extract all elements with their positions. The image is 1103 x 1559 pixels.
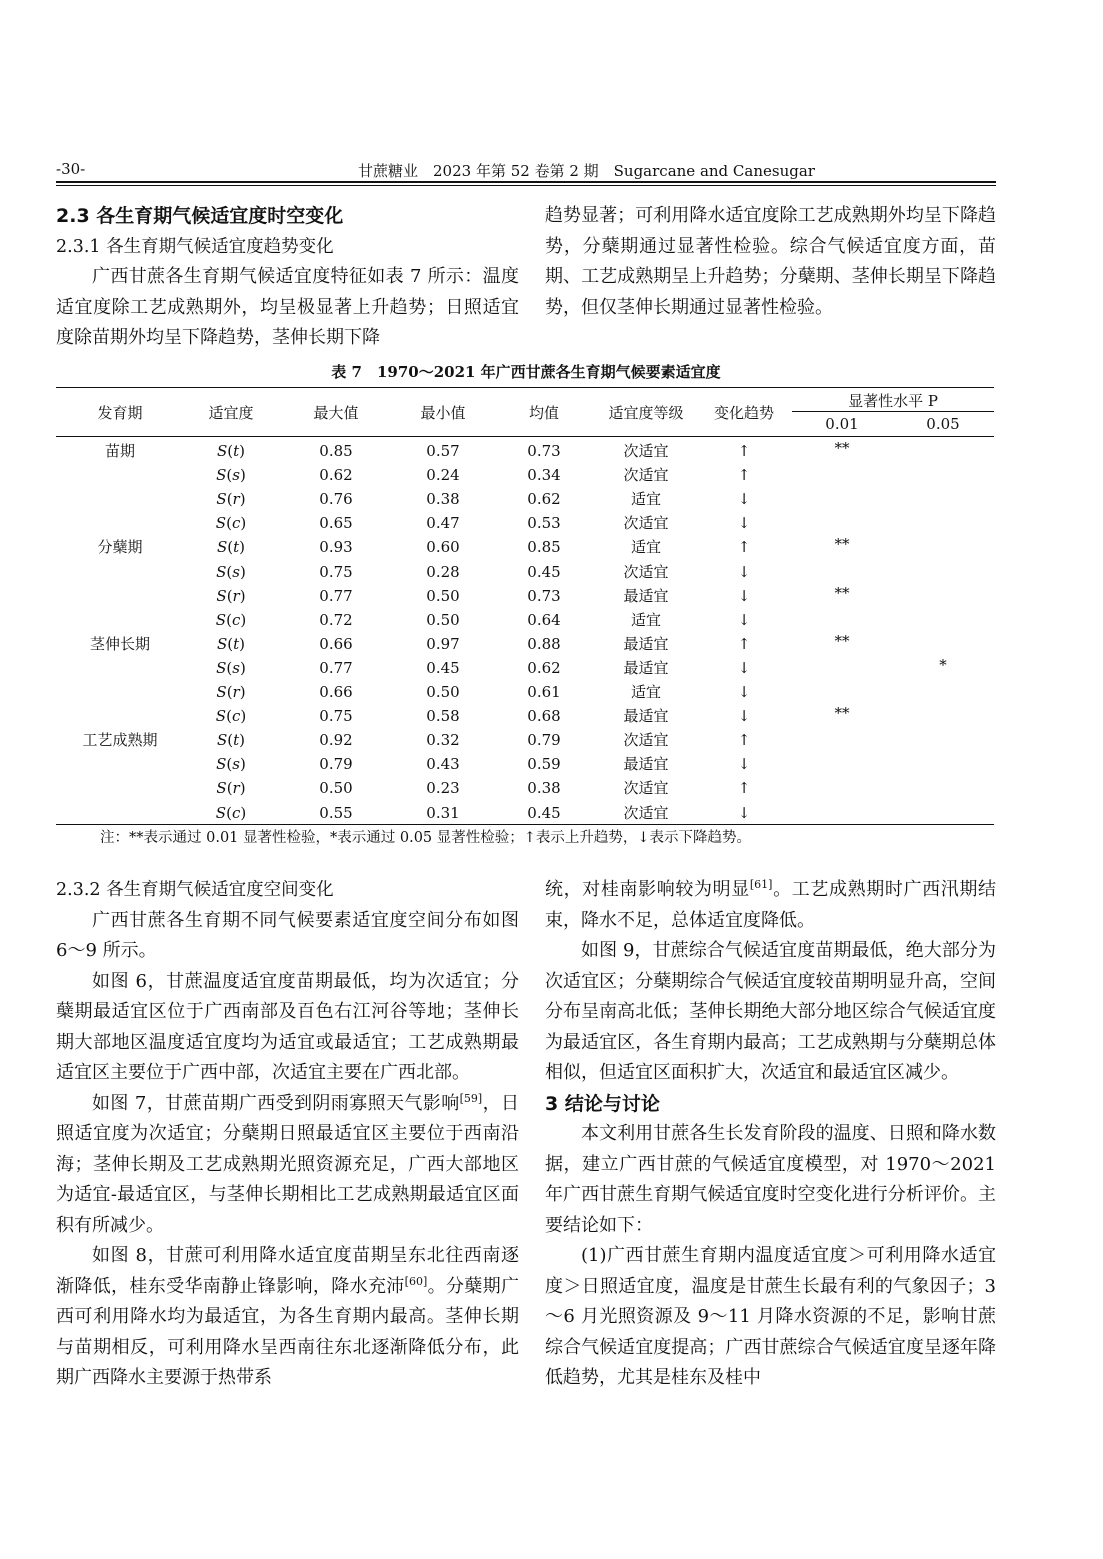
cell-suitability: S(t): [216, 538, 246, 557]
cell-grade: 次适宜: [623, 779, 669, 798]
th-mean: 均值: [528, 404, 559, 422]
cell-max: 0.72: [319, 610, 353, 629]
cell-trend: ↓: [737, 755, 751, 774]
cell-suitability: S(c): [215, 803, 247, 822]
paragraph: 广西甘蔗各生育期不同气候要素适宜度空间分布如图 6～9 所示。: [56, 909, 519, 961]
cell-suitability: S(c): [215, 610, 247, 629]
paragraph: 广西甘蔗各生育期气候适宜度特征如表 7 所示：温度适宜度除工艺成熟期外，均呈极显著上升趋势；日照适宜度除苗期外均呈下降趋势，茎伸长期下降: [56, 266, 519, 348]
paragraph: 如图 6，甘蔗温度适宜度苗期最低，均为次适宜；分蘖期最适宜区位于广西南部及百色右江河谷等地；茎伸长期大部地区温度适宜度均为适宜或最适宜；工艺成熟期最适宜区主要位于广西中部，次适宜主要在广西北部。: [56, 970, 519, 1083]
cell-stage: 苗期: [104, 442, 135, 460]
cell-max: 0.66: [319, 683, 353, 701]
paragraph: [56, 1241, 519, 1394]
top-right-column: [545, 201, 996, 323]
cell-trend: ↓: [737, 707, 751, 726]
cell-min: 0.47: [426, 514, 460, 533]
cell-grade: 适宜: [630, 538, 661, 557]
cell-max: 0.65: [319, 514, 353, 533]
cell-grade: 适宜: [630, 490, 661, 509]
paragraph-text: 如图 7，甘蔗苗期广西受到阴雨寡照天气影响: [92, 1092, 460, 1114]
table-row: [56, 463, 994, 487]
cell-trend: ↑: [737, 538, 751, 557]
cell-min: 0.43: [426, 755, 460, 774]
cell-mean: 0.62: [527, 658, 561, 677]
cell-grade: 次适宜: [623, 803, 669, 822]
cell-max: 0.85: [319, 442, 353, 460]
cell-max: 0.76: [319, 490, 353, 509]
page-number: -30-: [56, 160, 86, 178]
cell-min: 0.45: [426, 658, 460, 677]
cell-min: 0.58: [426, 707, 460, 726]
paragraph: 趋势显著；可利用降水适宜度除工艺成熟期外均呈下降趋势，分蘖期通过显著性检验。综合气候适宜度方面，苗期、工艺成熟期呈上升趋势；分蘖期、茎伸长期呈下降趋势，但仅茎伸长期通过显著性检验。: [545, 205, 996, 318]
cell-min: 0.24: [426, 466, 460, 485]
cell-mean: 0.79: [527, 731, 561, 750]
cell-grade: 最适宜: [623, 707, 669, 726]
cell-grade: 次适宜: [623, 466, 669, 485]
section-heading-2-3-2: 2.3.2 各生育期气候适宜度空间变化: [56, 880, 334, 900]
table-row: [56, 439, 994, 463]
cell-max: 0.75: [319, 707, 353, 726]
cell-trend: ↓: [737, 803, 751, 822]
citation-60: [60]: [404, 1274, 428, 1288]
cell-trend: ↑: [737, 466, 751, 485]
cell-max: 0.50: [319, 779, 353, 798]
cell-suitability: S(t): [216, 731, 246, 750]
cell-mean: 0.62: [527, 490, 561, 509]
th-stage: 发育期: [97, 404, 143, 422]
cell-grade: 次适宜: [623, 731, 669, 750]
bottom-left-column: [56, 875, 519, 1394]
cell-mean: 0.34: [527, 466, 561, 485]
section-heading-2-3: 2.3 各生育期气候适宜度时空变化: [56, 205, 344, 227]
cell-grade: 次适宜: [623, 562, 669, 581]
cell-max: 0.93: [319, 538, 353, 557]
bottom-right-column: [545, 875, 996, 1394]
cell-trend: ↑: [737, 779, 751, 798]
th-significance-text: 显著性水平 P: [848, 392, 938, 410]
cell-p001: **: [834, 704, 850, 723]
table-sig-subrule: [792, 411, 994, 412]
th-trend: 变化趋势: [713, 404, 774, 422]
paragraph-text: 。工艺成熟期时广西汛期结束，降水不足，总体适宜度降低。: [545, 879, 996, 931]
cell-trend: ↓: [737, 562, 751, 581]
cell-stage: 茎伸长期: [89, 634, 150, 653]
paragraph-text: ，日照适宜度为次适宜；分蘖期日照最适宜区主要位于西南沿海；茎伸长期及工艺成熟期光照资源充足，广西大部地区为适宜-最适宜区，与茎伸长期相比工艺成熟期最适宜区面积有所减少。: [56, 1092, 520, 1236]
table-row: [56, 584, 994, 608]
th-suitability: 适宜度: [208, 404, 254, 422]
table-row: [56, 680, 994, 704]
th-p001: 0.01: [825, 415, 859, 433]
table-row: [56, 704, 994, 728]
table-caption: 表 7 1970～2021 年广西甘蔗各生育期气候要素适宜度: [331, 363, 721, 381]
cell-suitability: S(s): [216, 755, 246, 774]
cell-suitability: S(r): [216, 683, 246, 701]
cell-grade: 最适宜: [623, 634, 669, 653]
table-row: [56, 776, 994, 800]
th-grade: 适宜度等级: [608, 404, 684, 422]
cell-p001: **: [834, 535, 850, 554]
cell-max: 0.77: [319, 658, 353, 677]
cell-suitability: S(r): [216, 490, 246, 509]
paragraph: (1)广西甘蔗生育期内温度适宜度＞可利用降水适宜度＞日照适宜度，温度是甘蔗生长最有利的气象因子；3～6 月光照资源及 9～11 月降水资源的不足，影响甘蔗综合气候适宜度提高；广西甘蔗综合气候适宜度呈逐年降低趋势，尤其是桂东及桂中: [545, 1245, 996, 1388]
table-row: [56, 728, 994, 752]
table-row: [56, 656, 994, 680]
citation-59: [59]: [459, 1091, 483, 1105]
cell-mean: 0.64: [527, 610, 561, 629]
cell-mean: 0.38: [527, 779, 561, 798]
cell-mean: 0.59: [527, 755, 561, 774]
cell-trend: ↓: [737, 610, 751, 629]
cell-max: 0.77: [319, 586, 353, 605]
cell-min: 0.31: [426, 803, 460, 822]
cell-grade: 最适宜: [623, 755, 669, 774]
cell-max: 0.55: [319, 803, 353, 822]
cell-min: 0.28: [426, 562, 460, 581]
cell-suitability: S(r): [216, 586, 246, 605]
cell-p001: **: [834, 631, 850, 650]
cell-stage: 工艺成熟期: [82, 731, 158, 750]
cell-mean: 0.61: [527, 683, 561, 701]
cell-max: 0.79: [319, 755, 353, 774]
cell-trend: ↓: [737, 658, 751, 677]
cell-p001: **: [834, 439, 850, 457]
section-heading-3: 3 结论与讨论: [545, 1092, 660, 1115]
cell-max: 0.92: [319, 731, 353, 750]
th-significance: [792, 390, 994, 411]
cell-mean: 0.45: [527, 562, 561, 581]
citation-61: [61]: [749, 878, 773, 891]
cell-mean: 0.68: [527, 707, 561, 726]
cell-grade: 次适宜: [623, 442, 669, 460]
table-row: [56, 487, 994, 511]
cell-suitability: S(c): [215, 514, 247, 533]
cell-trend: ↓: [737, 683, 751, 701]
cell-grade: 适宜: [630, 683, 661, 701]
table-header-rule: [56, 436, 994, 437]
cell-trend: ↓: [737, 514, 751, 533]
th-min: 最小值: [420, 404, 466, 422]
cell-mean: 0.88: [527, 634, 561, 653]
table-row: [56, 511, 994, 535]
cell-trend: ↓: [737, 490, 751, 509]
paragraph-text: 。分蘖期广西可利用降水均为最适宜，为各生育期内最高。茎伸长期与苗期相反，可利用降水呈西南往东北逐渐降低分布，此期广西降水主要源于热带系: [56, 1275, 520, 1388]
top-left-column: [56, 201, 519, 354]
cell-suitability: S(c): [215, 707, 247, 726]
cell-min: 0.23: [426, 779, 460, 798]
th-p005: 0.05: [926, 415, 960, 433]
cell-mean: 0.45: [527, 803, 561, 822]
cell-grade: 最适宜: [623, 586, 669, 605]
cell-mean: 0.85: [527, 538, 561, 557]
cell-p001: **: [834, 583, 850, 602]
header-rule-thin: [56, 185, 996, 186]
th-max: 最大值: [313, 404, 359, 422]
cell-p005: *: [939, 655, 947, 674]
cell-suitability: S(t): [216, 634, 246, 653]
cell-suitability: S(s): [216, 466, 246, 485]
paragraph: 如图 9，甘蔗综合气候适宜度苗期最低，绝大部分为次适宜区；分蘖期综合气候适宜度较苗期明显升高，空间分布呈南高北低；茎伸长期绝大部分地区综合气候适宜度为最适宜区，各生育期内最高；工艺成熟期与分蘖期总体相似，但适宜区面积扩大，次适宜和最适宜区减少。: [545, 940, 996, 1083]
cell-max: 0.62: [319, 466, 353, 485]
cell-max: 0.75: [319, 562, 353, 581]
cell-min: 0.50: [426, 683, 460, 701]
table-row: [56, 632, 994, 656]
cell-mean: 0.73: [527, 442, 561, 460]
table-row: [56, 535, 994, 559]
cell-trend: ↑: [737, 731, 751, 750]
cell-min: 0.97: [426, 634, 460, 653]
cell-trend: ↑: [737, 442, 751, 460]
header-rule-thick: [56, 181, 996, 183]
cell-max: 0.66: [319, 634, 353, 653]
cell-min: 0.60: [426, 538, 460, 557]
cell-suitability: S(s): [216, 658, 246, 677]
paragraph-text: 统，对桂南影响较为明显: [545, 879, 750, 900]
section-heading-2-3-1: 2.3.1 各生育期气候适宜度趋势变化: [56, 236, 334, 257]
table-row: [56, 752, 994, 776]
cell-grade: 最适宜: [623, 658, 669, 677]
paragraph-text: 如图 8，甘蔗可利用降水适宜度苗期呈东北往西南逐渐降低，桂东受华南静止锋影响，降水充沛: [56, 1245, 519, 1297]
cell-stage: 分蘖期: [97, 538, 143, 557]
cell-min: 0.50: [426, 586, 460, 605]
table-row: [56, 608, 994, 632]
table-row: [56, 560, 994, 584]
cell-grade: 次适宜: [623, 514, 669, 533]
table-top-rule: [56, 387, 994, 388]
paragraph: [56, 1089, 519, 1242]
cell-min: 0.50: [426, 610, 460, 629]
table-row: [56, 801, 994, 825]
cell-min: 0.57: [426, 442, 460, 460]
cell-suitability: S(t): [216, 442, 246, 460]
paragraph: [545, 875, 996, 936]
cell-mean: 0.73: [527, 586, 561, 605]
paragraph: 本文利用甘蔗各生长发育阶段的温度、日照和降水数据，建立广西甘蔗的气候适宜度模型，对 1970～2021 年广西甘蔗生育期气候适宜度时空变化进行分析评价。主要结论如下：: [545, 1123, 996, 1236]
cell-min: 0.32: [426, 731, 460, 750]
cell-trend: ↑: [737, 634, 751, 653]
table-note: 注：**表示通过 0.01 显著性检验，*表示通过 0.05 显著性检验；↑表示上升趋势，↓表示下降趋势。: [100, 830, 752, 846]
cell-trend: ↓: [737, 586, 751, 605]
cell-suitability: S(s): [216, 562, 246, 581]
cell-mean: 0.53: [527, 514, 561, 533]
journal-info: 甘蔗糖业 2023 年第 52 卷第 2 期 Sugarcane and Canesugar: [358, 162, 815, 180]
cell-grade: 适宜: [630, 610, 661, 629]
cell-suitability: S(r): [216, 779, 246, 798]
cell-min: 0.38: [426, 490, 460, 509]
